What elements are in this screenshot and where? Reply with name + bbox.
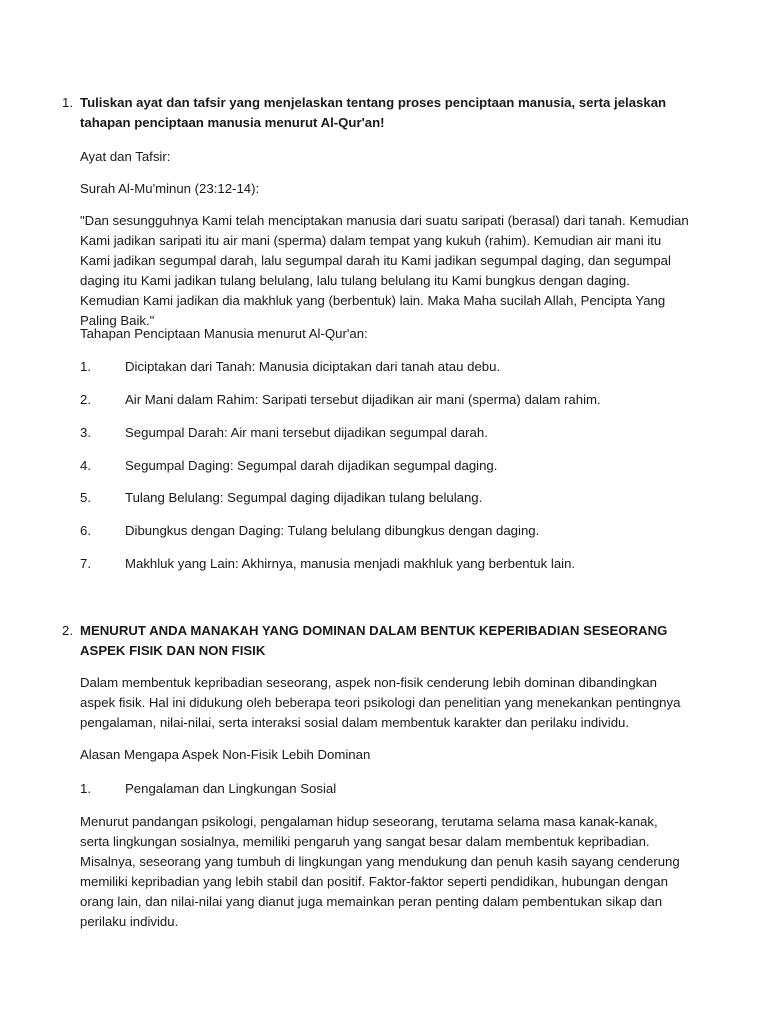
- list-text: Segumpal Darah: Air mani tersebut dijadikan segumpal darah.: [125, 425, 488, 440]
- ayat-heading: Ayat dan Tafsir:: [80, 149, 171, 164]
- list-number: 3.: [80, 425, 91, 440]
- list-text: Makhluk yang Lain: Akhirnya, manusia menjadi makhluk yang berbentuk lain.: [125, 556, 576, 571]
- list-number: 2.: [80, 392, 91, 407]
- question-1: [62, 93, 692, 132]
- reasons-heading: Alasan Mengapa Aspek Non-Fisik Lebih Dominan: [80, 747, 371, 762]
- list-text: Segumpal Daging: Segumpal darah dijadikan segumpal daging.: [125, 458, 498, 473]
- list-number: 1.: [80, 781, 91, 796]
- list-text: Dibungkus dengan Daging: Tulang belulang dibungkus dengan daging.: [125, 523, 540, 538]
- question-number: 1.: [62, 95, 73, 110]
- list-number: 4.: [80, 458, 91, 473]
- list-text: Diciptakan dari Tanah: Manusia diciptakan dari tanah atau debu.: [125, 359, 501, 374]
- list-number: 7.: [80, 556, 91, 571]
- list-text: Pengalaman dan Lingkungan Sosial: [125, 781, 337, 796]
- list-text: Air Mani dalam Rahim: Saripati tersebut dijadikan air mani (sperma) dalam rahim.: [125, 392, 601, 407]
- list-number: 5.: [80, 490, 91, 505]
- list-number: 6.: [80, 523, 91, 538]
- quran-quote: "Dan sesungguhnya Kami telah menciptakan manusia dari suatu saripati (berasal) dari tanah. Kemudian Kami jadikan saripati itu air mani (sperma) dalam tempat yang kukuh (rahim). Kemudian air mani itu Kami jadikan segumpal darah, lalu segumpal darah itu Kami jadikan segumpal daging, dan segumpal daging itu Kami jadikan tulang belulang, lalu tulang belulang itu Kami bungkus dengan daging. Kemudian Kami jadikan dia makhluk yang (berbentuk) lain. Maka Maha sucilah Allah, Pencipta Yang Paling Baik.": [80, 213, 689, 328]
- question-2: [62, 621, 692, 660]
- question-title: Tuliskan ayat dan tafsir yang menjelaskan tentang proses penciptaan manusia, serta jelaskan tahapan penciptaan manusia menurut Al-Qur'an!: [80, 95, 667, 130]
- surah-reference: Surah Al-Mu'minun (23:12-14):: [80, 181, 260, 196]
- reason-1-body: Menurut pandangan psikologi, pengalaman hidup seseorang, terutama selama masa kanak-kanak, serta lingkungan sosialnya, memiliki pengaruh yang sangat besar dalam membentuk kepribadian. Misalnya, seseorang yang tumbuh di lingkungan yang mendukung dan penuh kasih sayang cenderung memiliki kepribadian yang lebih stabil dan positif. Faktor-faktor seperti pendidikan, hubungan dengan orang lain, dan nilai-nilai yang dianut juga memainkan peran penting dalam pembentukan sikap dan perilaku individu.: [80, 814, 680, 929]
- stages-heading: Tahapan Penciptaan Manusia menurut Al-Qur'an:: [80, 326, 368, 341]
- list-number: 1.: [80, 359, 91, 374]
- list-text: Tulang Belulang: Segumpal daging dijadikan tulang belulang.: [125, 490, 483, 505]
- question-number: 2.: [62, 623, 73, 638]
- answer-2-intro: Dalam membentuk kepribadian seseorang, aspek non-fisik cenderung lebih dominan dibandingkan aspek fisik. Hal ini didukung oleh beberapa teori psikologi dan penelitian yang menekankan pentingnya pengalaman, nilai-nilai, serta interaksi sosial dalam membentuk karakter dan perilaku individu.: [80, 675, 681, 730]
- question-title: MENURUT ANDA MANAKAH YANG DOMINAN DALAM BENTUK KEPERIBADIAN SESEORANG ASPEK FISIK DAN NON FISIK: [80, 623, 668, 658]
